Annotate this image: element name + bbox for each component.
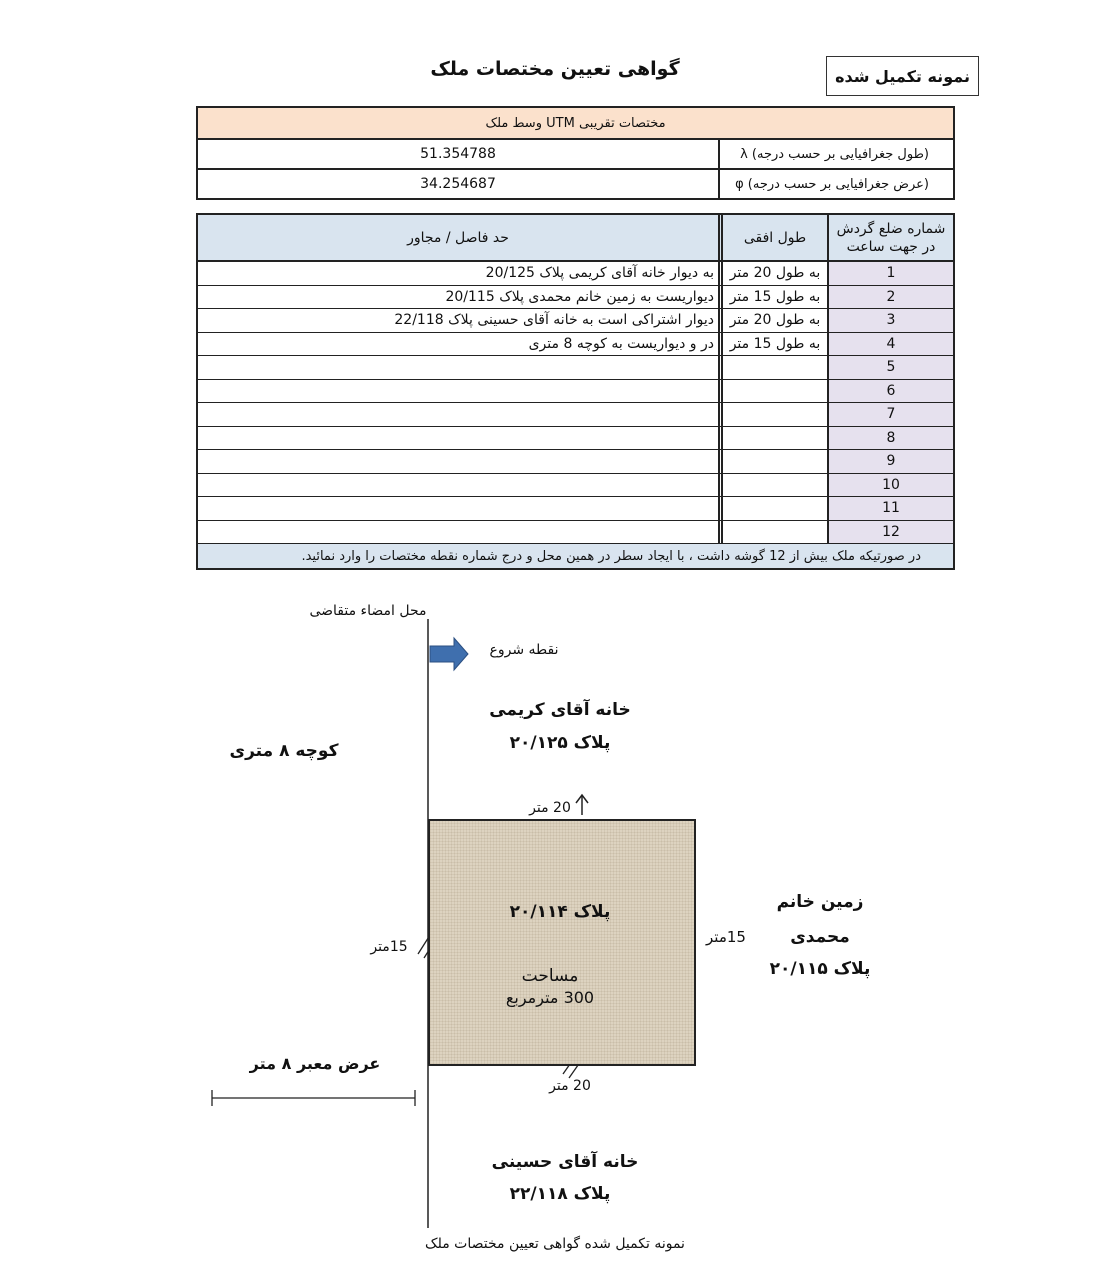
side-number-cell: 11 [827,497,953,520]
signature-place-label: محل امضاء متقاضی [309,603,427,619]
area-label: مساحت [521,966,579,986]
page-title: گواهی تعیین مختصات ملک [430,58,680,80]
plot-plate-label: پلاک ۲۰/۱۱۴ [509,902,611,922]
latitude-value: 34.254687 [420,176,496,192]
north-plate-label: پلاک ۲۰/۱۲۵ [509,733,611,753]
length-cell: به طول 15 متر [718,286,827,309]
side-number-cell: 2 [827,286,953,309]
east-plate-label: پلاک ۲۰/۱۱۵ [769,959,871,979]
length-cell: به طول 20 متر [718,262,827,285]
boundary-table-footnote: در صورتیکه ملک بیش از 12 گوشه داشت ، با ایجاد سطر در همین محل و درج شماره نقطه مختصات را وارد نمائید. [198,544,953,568]
sample-badge: نمونه تکمیل شده [826,56,979,96]
neighbor-cell: دیوار اشتراکی است به خانه آقای حسینی پلاک 22/118 [394,312,714,329]
side-number-cell: 3 [827,309,953,332]
neighbor-cell: به دیوار خانه آقای کریمی پلاک 20/125 [485,265,714,282]
bottom-length-label: 20 متر [549,1078,591,1094]
neighbor-cell: دیواریست به زمین خانم محمدی پلاک 20/115 [445,288,714,305]
length-cell: به طول 20 متر [718,309,827,332]
side-number-cell: 12 [827,521,953,544]
longitude-label: (طول جغرافیایی بر حسب درجه) λ [718,140,953,168]
figure-caption: نمونه تکمیل شده گواهی تعیین مختصات ملک [425,1236,685,1252]
east-owner-label-line1: زمین خانم [776,892,864,912]
side-number-cell: 9 [827,450,953,473]
longitude-value: 51.354788 [420,146,496,162]
side-number-cell: 7 [827,403,953,426]
utm-table-heading: مختصات تقریبی UTM وسط ملک [198,108,953,140]
neighbor-cell: در و دیواریست به کوچه 8 متری [528,335,714,352]
property-plot [428,819,696,1066]
south-owner-label: خانه آقای حسینی [491,1152,639,1172]
start-point-label: نقطه شروع [489,642,559,658]
east-owner-label-line2: محمدی [790,927,850,947]
passage-width-label: عرض معبر ۸ متر [249,1054,381,1073]
start-point-arrow-icon [430,638,468,670]
side-number-cell: 1 [827,262,953,285]
side-number-cell: 6 [827,380,953,403]
side-number-cell: 10 [827,474,953,497]
west-length-label: 15متر [370,939,408,955]
latitude-label: (عرض جغرافیایی بر حسب درجه) φ [718,170,953,198]
side-number-cell: 5 [827,356,953,379]
north-owner-label: خانه آقای کریمی [489,700,631,720]
east-length-label: 15متر [706,928,746,946]
side-number-cell: 4 [827,333,953,356]
south-plate-label: پلاک ۲۲/۱۱۸ [509,1184,611,1204]
alley-label: کوچه ۸ متری [229,741,339,761]
area-value: 300 مترمربع [505,988,595,1007]
header-neighbor: حد فاصل / مجاور [407,229,509,246]
side-number-cell: 8 [827,427,953,450]
top-length-label: 20 متر [529,800,571,816]
header-length: طول افقی [718,215,827,260]
length-cell: به طول 15 متر [718,333,827,356]
header-side-number: شماره ضلع گردش در جهت ساعت [827,215,953,260]
